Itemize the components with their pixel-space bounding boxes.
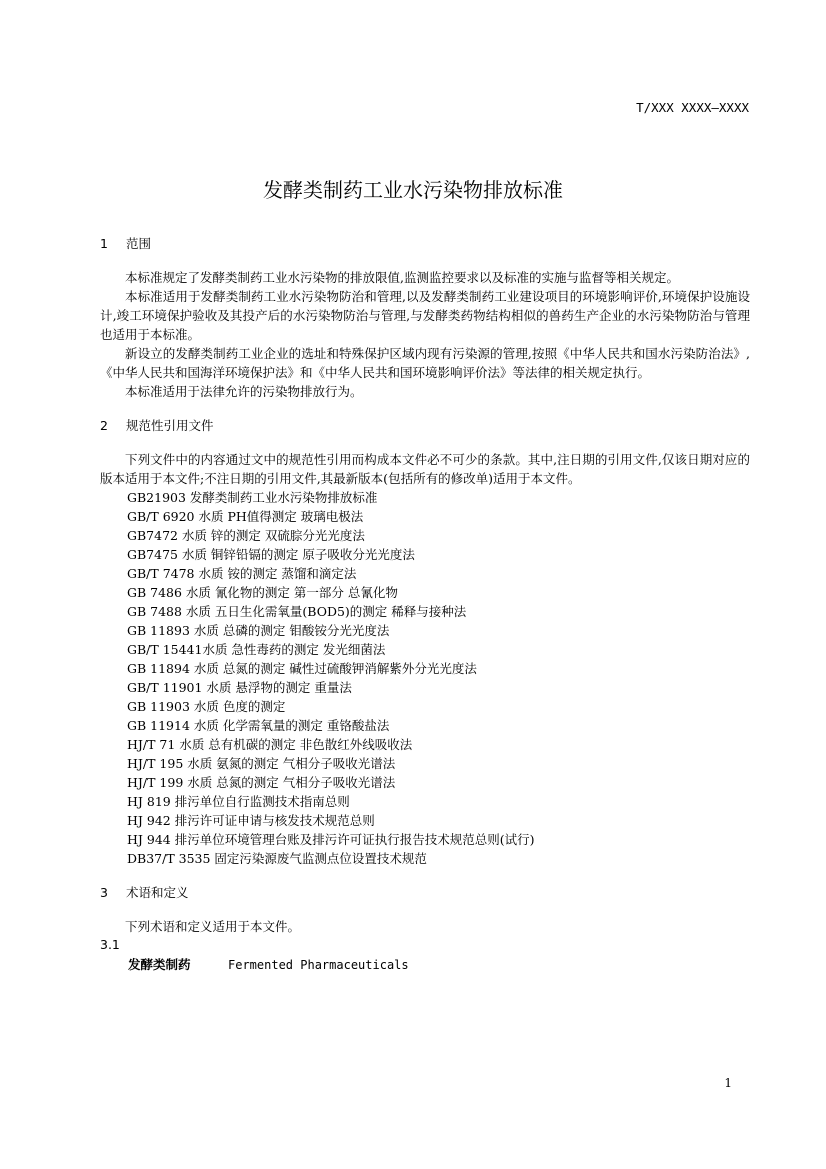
reference-item: GB 11894 水质 总氮的测定 碱性过硫酸钾消解紫外分光光度法 — [127, 661, 477, 676]
reference-item: GB/T 6920 水质 PH值得测定 玻璃电极法 — [127, 509, 364, 524]
paragraph: 本标准适用于法律允许的污染物排放行为。 — [125, 384, 363, 399]
reference-item: DB37/T 3535 固定污染源废气监测点位设置技术规范 — [127, 851, 427, 866]
reference-item: GB/T 7478 水质 铵的测定 蒸馏和滴定法 — [127, 566, 357, 581]
document-body — [100, 234, 750, 976]
reference-item: HJ 942 排污许可证申请与核发技术规范总则 — [127, 813, 375, 828]
section-title: 规范性引用文件 — [125, 418, 214, 433]
reference-item: GB7475 水质 铜锌铅镉的测定 原子吸收分光光度法 — [127, 547, 415, 562]
section-3-heading — [100, 883, 750, 903]
standard-code: T/XXX XXXX—XXXX — [636, 100, 749, 115]
term-number: 3.1 — [100, 937, 120, 952]
section-1-heading — [100, 234, 750, 254]
section-2-heading — [100, 416, 750, 436]
section-number: 2 — [100, 418, 108, 433]
reference-item: GB 11914 水质 化学需氧量的测定 重铬酸盐法 — [127, 718, 390, 733]
reference-item: GB7472 水质 锌的测定 双硫腙分光光度法 — [127, 528, 365, 543]
section-title: 范围 — [125, 236, 151, 251]
section-number: 1 — [100, 236, 108, 251]
page-number: 1 — [724, 1076, 732, 1090]
term-chinese: 发酵类制药 — [128, 957, 191, 972]
reference-item: HJ 819 排污单位自行监测技术指南总则 — [127, 794, 350, 809]
paragraph: 本标准规定了发酵类制药工业水污染物的排放限值,监测监控要求以及标准的实施与监督等相关规定。 — [125, 270, 679, 285]
reference-item: GB 11893 水质 总磷的测定 钼酸铵分光光度法 — [127, 623, 390, 638]
term-english: Fermented Pharmaceuticals — [228, 958, 409, 972]
term-entry — [100, 954, 750, 976]
paragraph: 下列文件中的内容通过文中的规范性引用而构成本文件必不可少的条款。其中,注日期的引用文件,仅该日期对应的版本适用于本文件;不注日期的引用文件,其最新版本(包括所有的修改单)适用于本文件。 — [100, 452, 750, 486]
reference-item: HJ/T 195 水质 氨氮的测定 气相分子吸收光谱法 — [127, 756, 396, 771]
reference-list — [100, 488, 750, 868]
reference-item: GB 7488 水质 五日生化需氧量(BOD5)的测定 稀释与接种法 — [127, 604, 467, 619]
reference-item: GB 11903 水质 色度的测定 — [127, 699, 286, 714]
reference-item: GB21903 发酵类制药工业水污染物排放标准 — [127, 490, 378, 505]
reference-item: HJ 944 排污单位环境管理台账及排污许可证执行报告技术规范总则(试行) — [127, 832, 535, 847]
section-number: 3 — [100, 885, 108, 900]
paragraph: 本标准适用于发酵类制药工业水污染物防治和管理,以及发酵类制药工业建设项目的环境影响评价,环境保护设施设计,竣工环境保护验收及其投产后的水污染物防治与管理,与发酵类药物结构相似的兽药生产企业的水污染物防治与管理也适用于本标准。 — [100, 289, 750, 342]
paragraph: 新设立的发酵类制药工业企业的选址和特殊保护区域内现有污染源的管理,按照《中华人民共和国水污染防治法》,《中华人民共和国海洋环境保护法》和《中华人民共和国环境影响评价法》等法律的相关规定执行。 — [100, 346, 750, 380]
paragraph: 下列术语和定义适用于本文件。 — [125, 919, 301, 934]
reference-item: GB/T 11901 水质 悬浮物的测定 重量法 — [127, 680, 352, 695]
section-title: 术语和定义 — [125, 885, 189, 900]
reference-item: GB/T 15441水质 急性毒药的测定 发光细菌法 — [127, 642, 386, 657]
reference-item: GB 7486 水质 氰化物的测定 第一部分 总氰化物 — [127, 585, 398, 600]
reference-item: HJ/T 71 水质 总有机碳的测定 非色散红外线吸收法 — [127, 737, 413, 752]
reference-item: HJ/T 199 水质 总氮的测定 气相分子吸收光谱法 — [127, 775, 396, 790]
document-title: 发酵类制药工业水污染物排放标准 — [263, 178, 563, 202]
